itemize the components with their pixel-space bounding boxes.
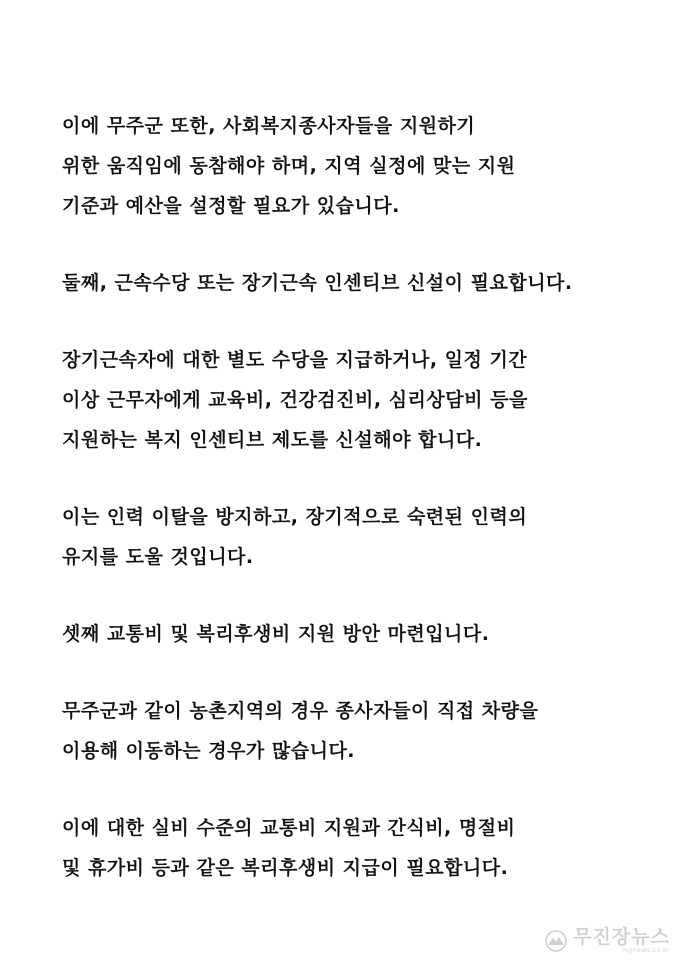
paragraph bbox=[62, 340, 622, 460]
watermark-text bbox=[573, 928, 670, 954]
text-line: 유지를 도울 것입니다. bbox=[62, 546, 254, 568]
text-line: 위한 움직임에 동참해야 하며, 지역 실정에 맞는 지원 bbox=[62, 155, 516, 177]
paragraph bbox=[62, 614, 622, 654]
text-line: 셋째 교통비 및 복리후생비 지원 방안 마련입니다. bbox=[62, 623, 490, 645]
paragraph bbox=[62, 691, 622, 771]
text-line: 둘째, 근속수당 또는 장기근속 인센티브 신설이 필요합니다. bbox=[62, 272, 573, 294]
text-line: 이에 무주군 또한, 사회복지종사자들을 지원하기 bbox=[62, 115, 476, 137]
paragraph bbox=[62, 106, 622, 226]
text-line: 이에 대한 실비 수준의 교통비 지원과 간식비, 명절비 bbox=[62, 817, 516, 839]
text-line: 및 휴가비 등과 같은 복리후생비 지급이 필요합니다. bbox=[62, 857, 509, 879]
text-line: 이는 인력 이탈을 방지하고, 장기적으로 숙련된 인력의 bbox=[62, 506, 528, 528]
text-line: 이상 근무자에게 교육비, 건강검진비, 심리상담비 등을 bbox=[62, 389, 528, 411]
document-body bbox=[62, 106, 622, 888]
text-line: 기준과 예산을 설정할 필요가 있습니다. bbox=[62, 195, 400, 217]
text-line: 무주군과 같이 농촌지역의 경우 종사자들이 직접 차량을 bbox=[62, 700, 539, 722]
watermark bbox=[545, 928, 670, 954]
paragraph bbox=[62, 808, 622, 888]
text-line: 이용해 이동하는 경우가 많습니다. bbox=[62, 740, 356, 762]
text-line: 장기근속자에 대한 별도 수당을 지급하거나, 일정 기간 bbox=[62, 349, 528, 371]
paragraph bbox=[62, 497, 622, 577]
paragraph bbox=[62, 263, 622, 303]
watermark-url: mjjnews.co.kr bbox=[622, 947, 670, 954]
text-line: 지원하는 복지 인센티브 제도를 신설해야 합니다. bbox=[62, 429, 483, 451]
mountain-logo-icon bbox=[545, 930, 567, 952]
watermark-name: 무진장뉴스 bbox=[573, 926, 670, 948]
